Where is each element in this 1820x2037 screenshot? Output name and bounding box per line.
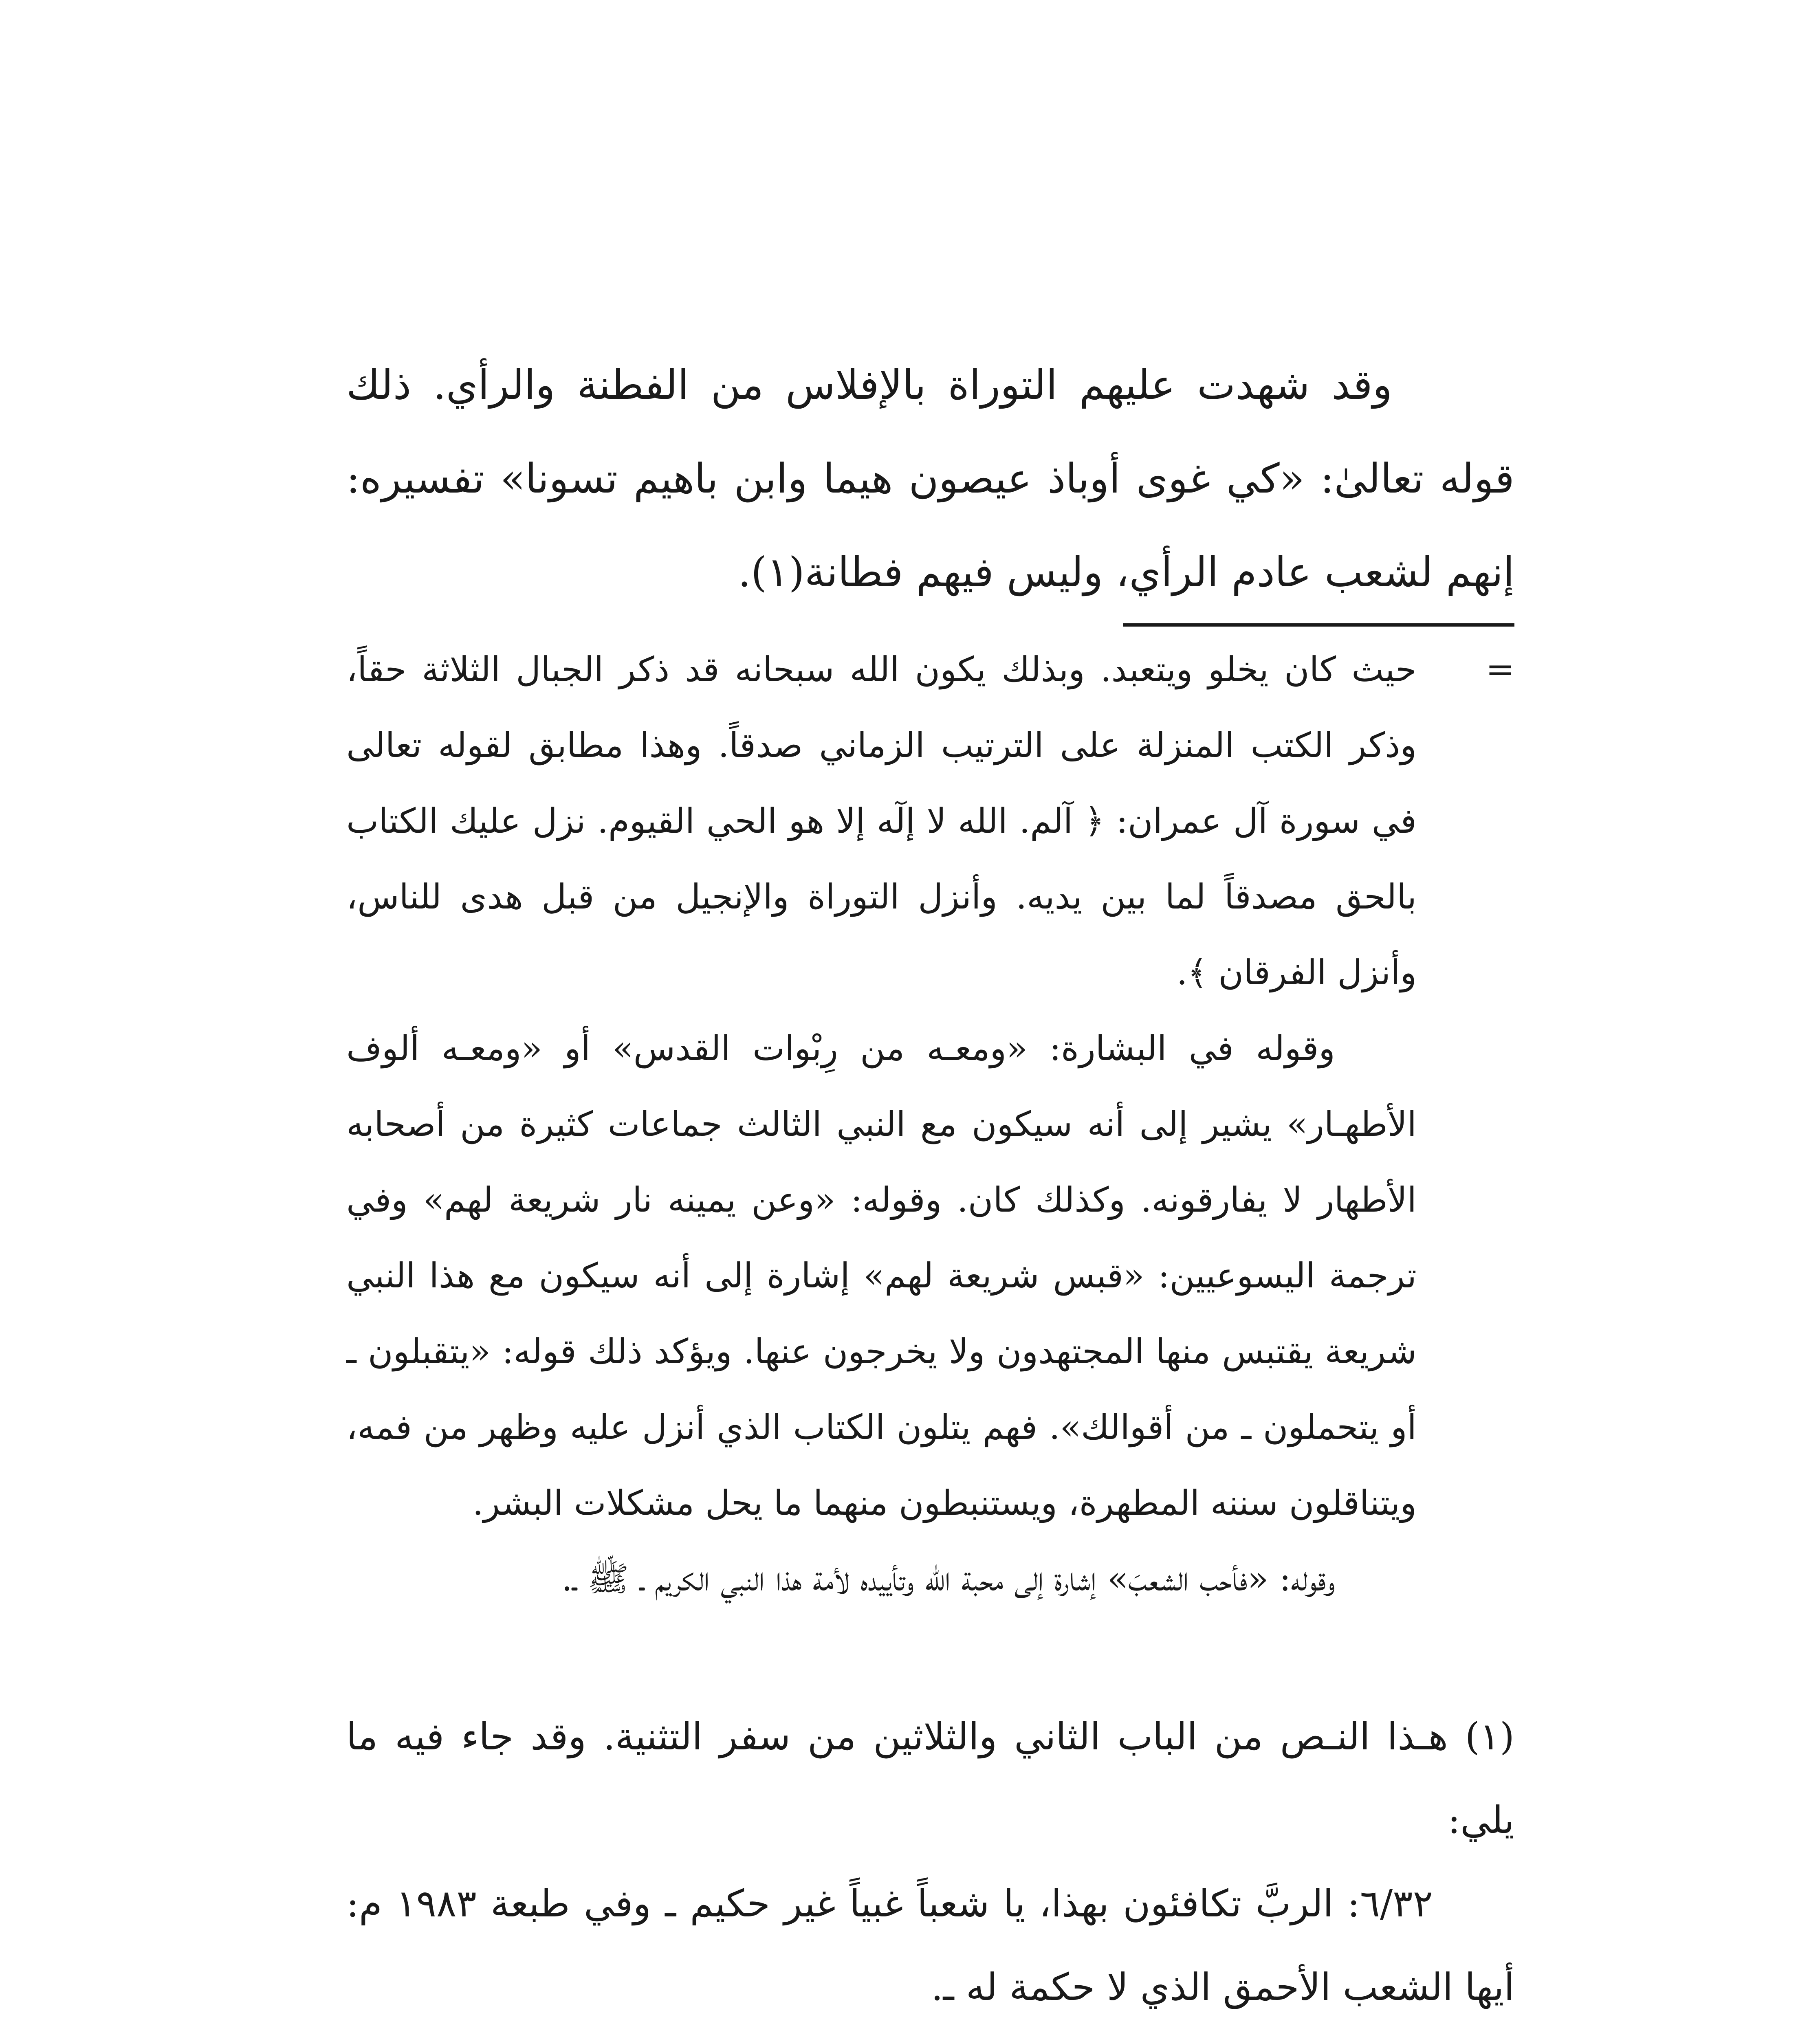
footnote-continuation-paragraph-1: حيث كان يخلو ويتعبد. وبذلك يكون الله سبحانه قد ذكر الجبال الثلاثة حقاً، وذكر الكتب المنزلة على الترتيب الزماني صدقاً. وهذا مطابق لقوله تعالى في سورة آل عمران: ﴿ آلم. الله لا إلٓه إلا هو الحي القيوم. نزل عليك الكتاب بالحق مصدقاً لما بين يديه. وأنزل التوراة والإنجيل من قبل هدى للناس، وأنزل الفرقان ﴾. — [346, 649, 1417, 992]
main-paragraph: وقد شهدت عليهم التوراة بالإفلاس من الفطنة والرأي. ذلك قوله تعالىٰ: «كي غوى أوباذ عيصون هيما وابن باهيم تسونا» تفسيره: إنهم لشعب عادم الرأي، وليس فيهم فطانة(١). — [346, 361, 1514, 596]
footnote-1-paragraph-3 — [346, 2029, 1514, 2037]
continuation-mark: = — [1485, 649, 1514, 689]
footnote-1-paragraph-2: ٦/٣٢: الربَّ تكافئون بهذا، يا شعباً غبياً غير حكيم ـ وفي طبعة ١٩٨٣ م: أيها الشعب الأحمق الذي لا حكمة له ـ. — [346, 1882, 1514, 2009]
footnote-continuation-paragraph-3: وقوله: «فأحب الشعبَ» إشارة إلى محبة الله وتأييده لأمة هذا النبي الكريم ـ ﷺ ـ. — [561, 1559, 1335, 1599]
footnote-separator — [1123, 623, 1514, 627]
footnote-continuation — [346, 631, 1514, 1617]
footnote-1 — [346, 1695, 1514, 2037]
footnote-continuation-paragraph-2: وقوله في البشارة: «ومعـه من رِبْوات القدس» أو «ومعـه ألوف الأطهـار» يشير إلى أنه سيكون مع النبي الثالث جماعات كثيرة من أصحابه الأطهار لا يفارقونه. وكذلك كان. وقوله: «وعن يمينه نار شريعة لهم» وفي ترجمة اليسوعيين: «قبس شريعة لهم» إشارة إلى أنه سيكون مع هذا النبي شريعة يقتبس منها المجتهدون ولا يخرجون عنها. ويؤكد ذلك قوله: «يتقبلون ـ أو يتحملون ـ من أقوالك». فهم يتلون الكتاب الذي أنزل عليه وظهر من فمه، ويتناقلون سننه المطهرة، ويستنبطون منهما ما يحل مشكلات البشر. — [346, 1028, 1417, 1523]
footnote-1-paragraph-1: (١) هـذا النـص من الباب الثاني والثلاثين من سفر التثنية. وقد جاء فيه ما يلي: — [346, 1715, 1514, 1842]
